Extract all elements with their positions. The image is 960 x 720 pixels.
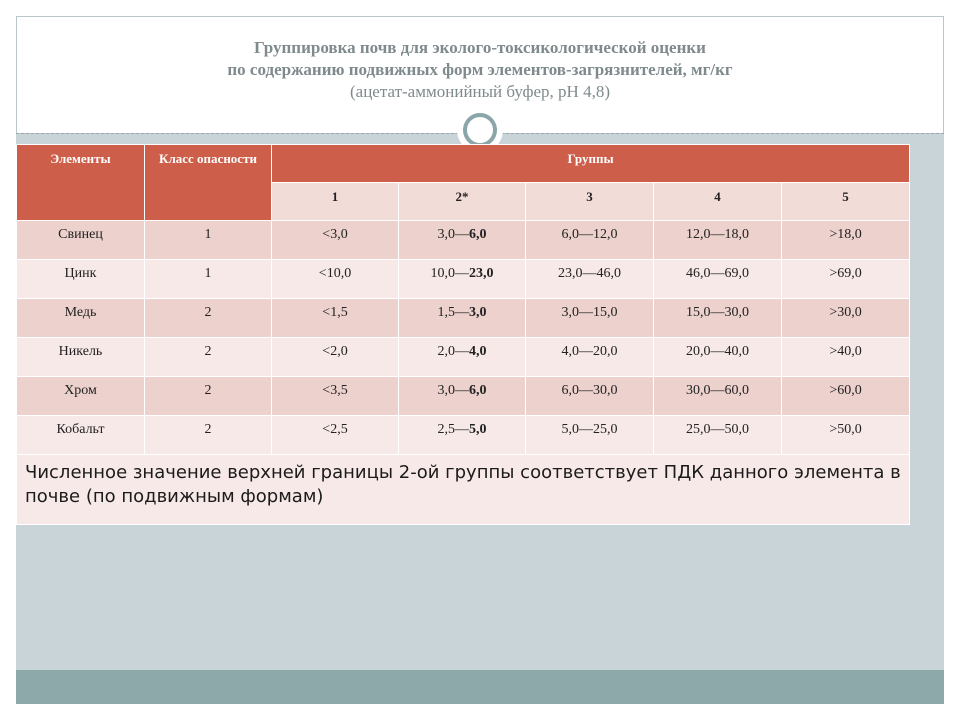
group-label: 5	[782, 183, 910, 221]
group-label: 1	[272, 183, 399, 221]
group-1-cell: <2,5	[272, 416, 399, 455]
table-row	[17, 377, 910, 416]
group-4-cell: 25,0—50,0	[654, 416, 782, 455]
element-cell: Цинк	[17, 260, 145, 299]
group-3-cell: 4,0—20,0	[526, 338, 654, 377]
group-5-cell: >40,0	[782, 338, 910, 377]
group-2-from: 2,0—	[437, 344, 469, 359]
group-1-cell: <1,5	[272, 299, 399, 338]
element-cell: Хром	[17, 377, 145, 416]
group-2-cell	[399, 338, 526, 377]
table-row	[17, 299, 910, 338]
group-2-upper-limit: 23,0	[469, 266, 494, 281]
group-4-cell: 30,0—60,0	[654, 377, 782, 416]
group-3-cell: 6,0—12,0	[526, 221, 654, 260]
table-row	[17, 338, 910, 377]
title-line-3: (ацетат-аммонийный буфер, pH 4,8)	[350, 82, 610, 101]
group-2-cell	[399, 416, 526, 455]
group-3-cell: 23,0—46,0	[526, 260, 654, 299]
slide-title	[17, 37, 943, 103]
group-5-cell: >30,0	[782, 299, 910, 338]
class-cell: 1	[145, 221, 272, 260]
title-line-2: по содержанию подвижных форм элементов-загрязнителей, мг/кг	[227, 60, 733, 79]
group-3-cell: 3,0—15,0	[526, 299, 654, 338]
title-line-1: Группировка почв для эколого-токсикологической оценки	[254, 38, 706, 57]
group-label: 4	[654, 183, 782, 221]
group-2-cell	[399, 221, 526, 260]
group-2-from: 3,0—	[437, 383, 469, 398]
group-label: 2*	[399, 183, 526, 221]
group-1-cell: <2,0	[272, 338, 399, 377]
table-row	[17, 416, 910, 455]
element-cell: Свинец	[17, 221, 145, 260]
header-hazard-class: Класс опасности	[145, 145, 272, 221]
group-5-cell: >18,0	[782, 221, 910, 260]
group-5-cell: >50,0	[782, 416, 910, 455]
group-4-cell: 12,0—18,0	[654, 221, 782, 260]
class-cell: 2	[145, 377, 272, 416]
table-row	[17, 221, 910, 260]
group-4-cell: 20,0—40,0	[654, 338, 782, 377]
group-2-upper-limit: 6,0	[469, 227, 487, 242]
group-2-upper-limit: 5,0	[469, 422, 487, 437]
group-3-cell: 6,0—30,0	[526, 377, 654, 416]
element-cell: Кобальт	[17, 416, 145, 455]
class-cell: 2	[145, 299, 272, 338]
group-5-cell: >69,0	[782, 260, 910, 299]
group-2-upper-limit: 3,0	[469, 305, 487, 320]
group-2-cell	[399, 260, 526, 299]
group-4-cell: 15,0—30,0	[654, 299, 782, 338]
table-note: Численное значение верхней границы 2-ой группы соответствует ПДК данного элемента в почве (по подвижным формам)	[17, 455, 910, 525]
group-1-cell: <10,0	[272, 260, 399, 299]
soil-groups-table	[16, 144, 910, 525]
group-5-cell: >60,0	[782, 377, 910, 416]
header-elements: Элементы	[17, 145, 145, 221]
footer-bar	[16, 670, 944, 704]
group-1-cell: <3,0	[272, 221, 399, 260]
group-2-cell	[399, 299, 526, 338]
group-2-from: 3,0—	[437, 227, 469, 242]
group-2-cell	[399, 377, 526, 416]
element-cell: Никель	[17, 338, 145, 377]
table-row	[17, 260, 910, 299]
group-2-upper-limit: 4,0	[469, 344, 487, 359]
group-2-from: 2,5—	[437, 422, 469, 437]
group-2-from: 10,0—	[430, 266, 469, 281]
group-1-cell: <3,5	[272, 377, 399, 416]
group-3-cell: 5,0—25,0	[526, 416, 654, 455]
class-cell: 2	[145, 338, 272, 377]
class-cell: 2	[145, 416, 272, 455]
group-2-upper-limit: 6,0	[469, 383, 487, 398]
group-label: 3	[526, 183, 654, 221]
group-4-cell: 46,0—69,0	[654, 260, 782, 299]
group-2-from: 1,5—	[437, 305, 469, 320]
class-cell: 1	[145, 260, 272, 299]
element-cell: Медь	[17, 299, 145, 338]
header-groups: Группы	[272, 145, 910, 183]
